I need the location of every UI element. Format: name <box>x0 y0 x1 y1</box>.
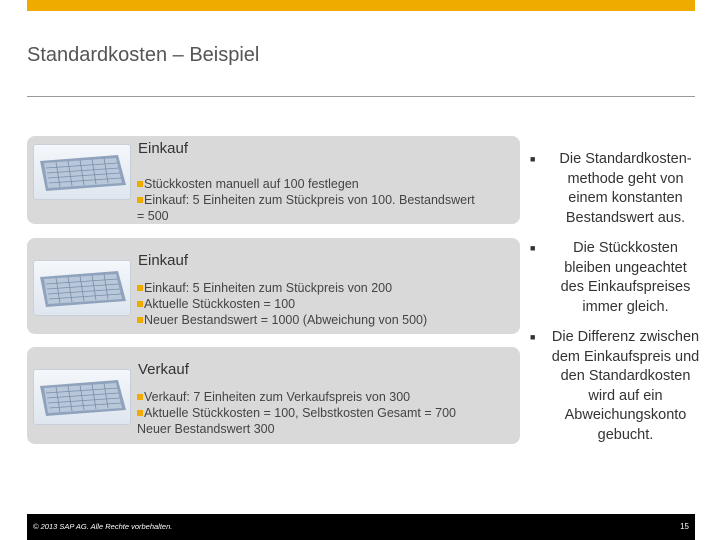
square-bullet-icon: ■ <box>530 243 536 253</box>
footer-bar <box>27 514 695 540</box>
page-title: Standardkosten – Beispiel <box>27 44 260 66</box>
square-bullet-icon: ■ <box>530 154 536 164</box>
example-panel-3 <box>27 347 520 444</box>
title-divider <box>27 96 695 97</box>
notes-column <box>530 150 700 456</box>
panel-heading: Verkauf <box>138 361 189 378</box>
panel-line: Neuer Bestandswert 300 <box>137 422 275 436</box>
panel-line: Einkauf: 5 Einheiten zum Stückpreis von 200 <box>137 280 517 296</box>
copyright-text: © 2013 SAP AG. Alle Rechte vorbehalten. <box>33 522 173 531</box>
panel-line: Verkauf: 7 Einheiten zum Verkaufspreis von 300 <box>137 389 517 405</box>
example-panel-2 <box>27 238 520 334</box>
panel-heading: Einkauf <box>138 252 189 269</box>
small-square-bullet-icon <box>137 285 143 291</box>
keyboard-image-icon <box>33 369 131 425</box>
panel-line: Aktuelle Stückkosten = 100, Selbstkosten Gesamt = 700 <box>137 405 517 421</box>
panel-heading: Einkauf <box>138 140 189 157</box>
page-number: 15 <box>680 522 689 531</box>
small-square-bullet-icon <box>137 394 143 400</box>
small-square-bullet-icon <box>137 410 143 416</box>
top-accent-bar <box>27 0 695 11</box>
square-bullet-icon: ■ <box>530 332 536 342</box>
panel-line: Aktuelle Stückkosten = 100 <box>137 296 517 312</box>
small-square-bullet-icon <box>137 181 143 187</box>
panel-line: Stückkosten manuell auf 100 festlegen <box>137 176 517 192</box>
example-panel-1 <box>27 136 520 224</box>
keyboard-image-icon <box>33 260 131 316</box>
panel-line: Neuer Bestandswert = 1000 (Abweichung von 500) <box>137 312 517 328</box>
note-item: ■ Die Differenz zwischen dem Einkaufspreis und den Standardkosten wird auf ein Abweichungskonto gebucht. <box>530 329 700 443</box>
keyboard-image-icon <box>33 144 131 200</box>
note-item: ■ Die Standardkosten-methode geht von einem konstanten Bestandswert aus. <box>530 151 692 226</box>
small-square-bullet-icon <box>137 301 143 307</box>
small-square-bullet-icon <box>137 317 143 323</box>
note-item: ■ Die Stückkosten bleiben ungeachtet des Einkaufspreises immer gleich. <box>530 240 691 315</box>
panel-line: Einkauf: 5 Einheiten zum Stückpreis von 100. Bestandswert <box>137 192 517 208</box>
panel-line: = 500 <box>137 209 169 223</box>
small-square-bullet-icon <box>137 197 143 203</box>
